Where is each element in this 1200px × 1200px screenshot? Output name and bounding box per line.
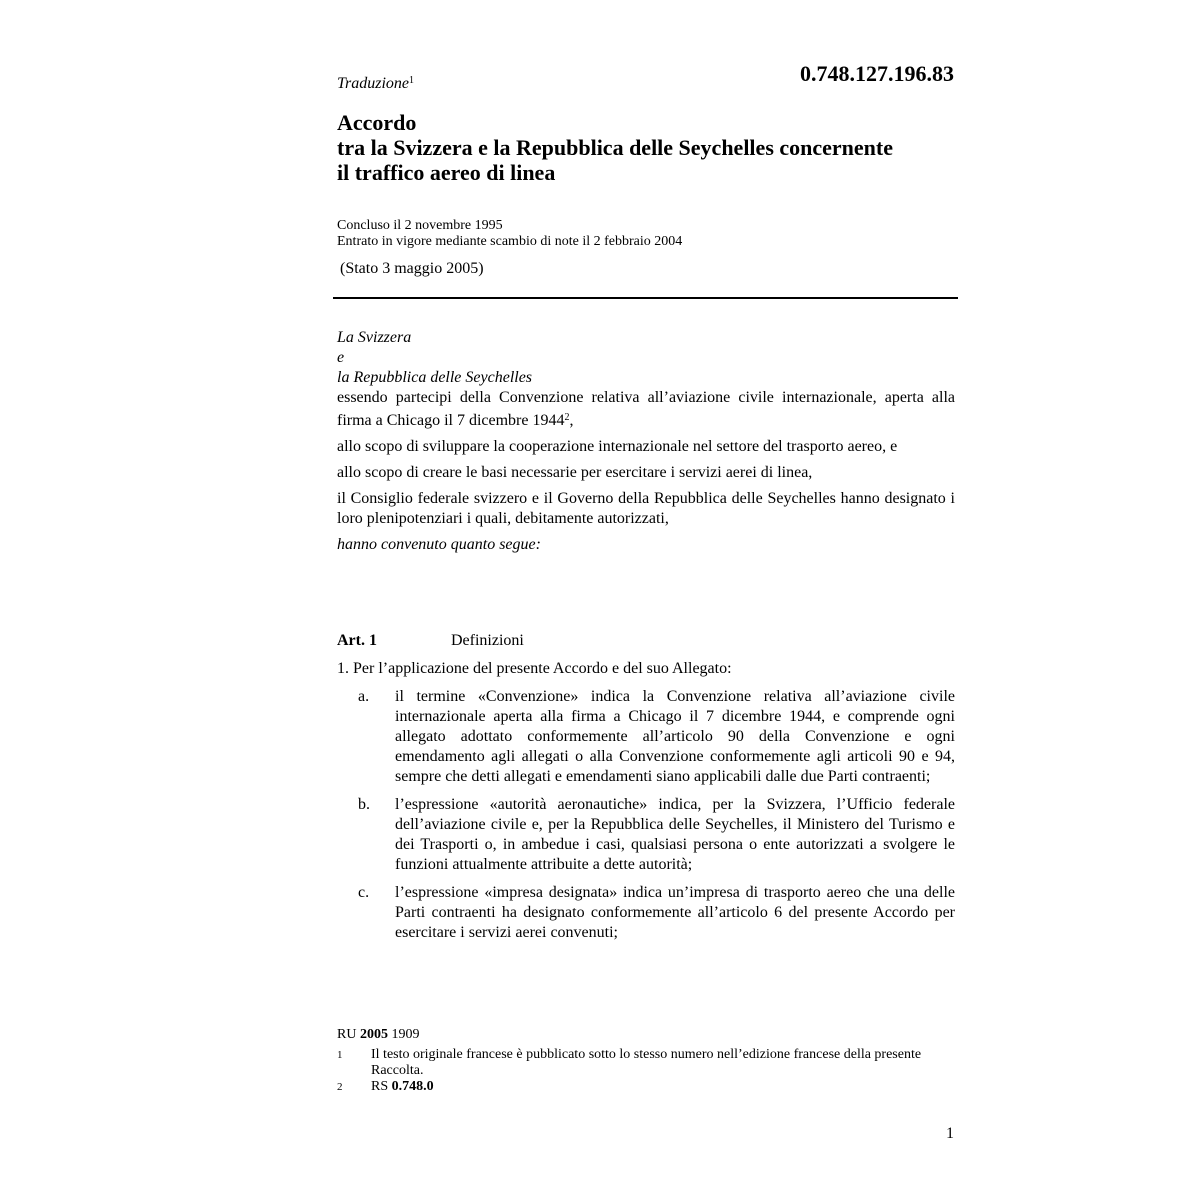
- preamble-paragraph-5: hanno convenuto quanto segue:: [337, 536, 541, 553]
- definition-item: [337, 687, 957, 787]
- footer: [337, 1027, 955, 1095]
- preamble-paragraph-3: allo scopo di creare le basi necessarie per esercitare i servizi aerei di linea,: [337, 464, 813, 481]
- item-text: il termine «Convenzione» indica la Convenzione relativa all’aviazione civile internazionale aperta alla firma a Chicago il 7 dicembre 1944, e comprende ogni allegato adottato conformemente all’articolo 90 della Convenzione e ogni emendamento agli allegati o alla Convenzione conformemente agli articoli 90 e 94, sempre che detti allegati e emendamenti siano applicabili dalle due Parti contraenti;: [395, 688, 955, 785]
- party-conjunction: e: [337, 349, 345, 366]
- title-line-2: tra la Svizzera e la Repubblica delle Seychelles concernente: [337, 135, 893, 160]
- title-line-1: Accordo: [337, 110, 417, 135]
- definition-item: [337, 795, 957, 875]
- item-label: a.: [358, 688, 370, 705]
- item-text: l’espressione «autorità aeronautiche» indica, per la Svizzera, l’Ufficio federale dell’aviazione civile e, per la Repubblica delle Seychelles, il Ministero del Turismo e dei Trasporti o, in ambedue i casi, qualsiasi persona o ente autorizzati a svolgere le funzioni attualmente attribuite a dette autorità;: [395, 796, 955, 873]
- footnote-text: RS 0.748.0: [371, 1079, 434, 1094]
- document-title: [337, 110, 977, 185]
- header-divider: [333, 297, 958, 299]
- footnote-text: Il testo originale francese è pubblicato sotto lo stesso numero nell’edizione francese della presente Raccolta.: [371, 1047, 922, 1078]
- status-date: (Stato 3 maggio 2005): [340, 260, 484, 277]
- title-line-3: il traffico aereo di linea: [337, 160, 556, 185]
- preamble-paragraph-2: allo scopo di sviluppare la cooperazione internazionale nel settore del trasporto aereo, e: [337, 438, 898, 455]
- item-label: b.: [358, 796, 370, 813]
- entry-into-force: Entrato in vigore mediante scambio di note il 2 febbraio 2004: [337, 234, 683, 249]
- official-compilation-ref: RU 2005 1909: [337, 1027, 420, 1042]
- party-switzerland: La Svizzera: [337, 329, 412, 346]
- translation-label: Traduzione$^1$: [337, 75, 415, 92]
- article-title: Definizioni: [451, 632, 524, 649]
- document-meta: [337, 218, 682, 250]
- footnote-link[interactable]: 0.748.0: [391, 1079, 434, 1094]
- article-1: [337, 631, 957, 943]
- party-seychelles: la Repubblica delle Seychelles: [337, 369, 533, 386]
- concluded-date: Concluso il 2 novembre 1995: [337, 218, 503, 233]
- footnote-number: 2: [337, 1081, 343, 1093]
- preamble-paragraph-1: essendo partecipi della Convenzione relativa all’aviazione civile internazionale, aperta alla firma a Chicago il 7 dicembre 1944$^2$,: [337, 389, 955, 429]
- definition-item: [337, 883, 957, 943]
- item-label: c.: [358, 884, 370, 901]
- footnote-number: 1: [337, 1049, 343, 1061]
- system-number: 0.748.127.196.83: [800, 61, 954, 86]
- article-intro: 1. Per l’applicazione del presente Accordo e del suo Allegato:: [337, 660, 732, 677]
- article-number: Art. 1: [337, 632, 377, 649]
- article-heading: [337, 631, 957, 651]
- footnote-2: [337, 1079, 955, 1095]
- item-text: l’espressione «impresa designata» indica un’impresa di trasporto aereo che una delle Parti contraenti ha designato conformemente all’articolo 6 del presente Accordo per esercitare i servizi aerei convenuti;: [395, 884, 955, 941]
- page-number: 1: [946, 1125, 954, 1142]
- preamble-paragraph-4: il Consiglio federale svizzero e il Governo della Repubblica delle Seychelles hanno designato i loro plenipotenziari i quali, debitamente autorizzati,: [337, 490, 955, 527]
- footnote-ref-1[interactable]: 1: [409, 75, 415, 86]
- preamble: [337, 328, 955, 555]
- footnote-ref-2[interactable]: 2: [564, 412, 570, 423]
- footnote-1: [337, 1047, 955, 1079]
